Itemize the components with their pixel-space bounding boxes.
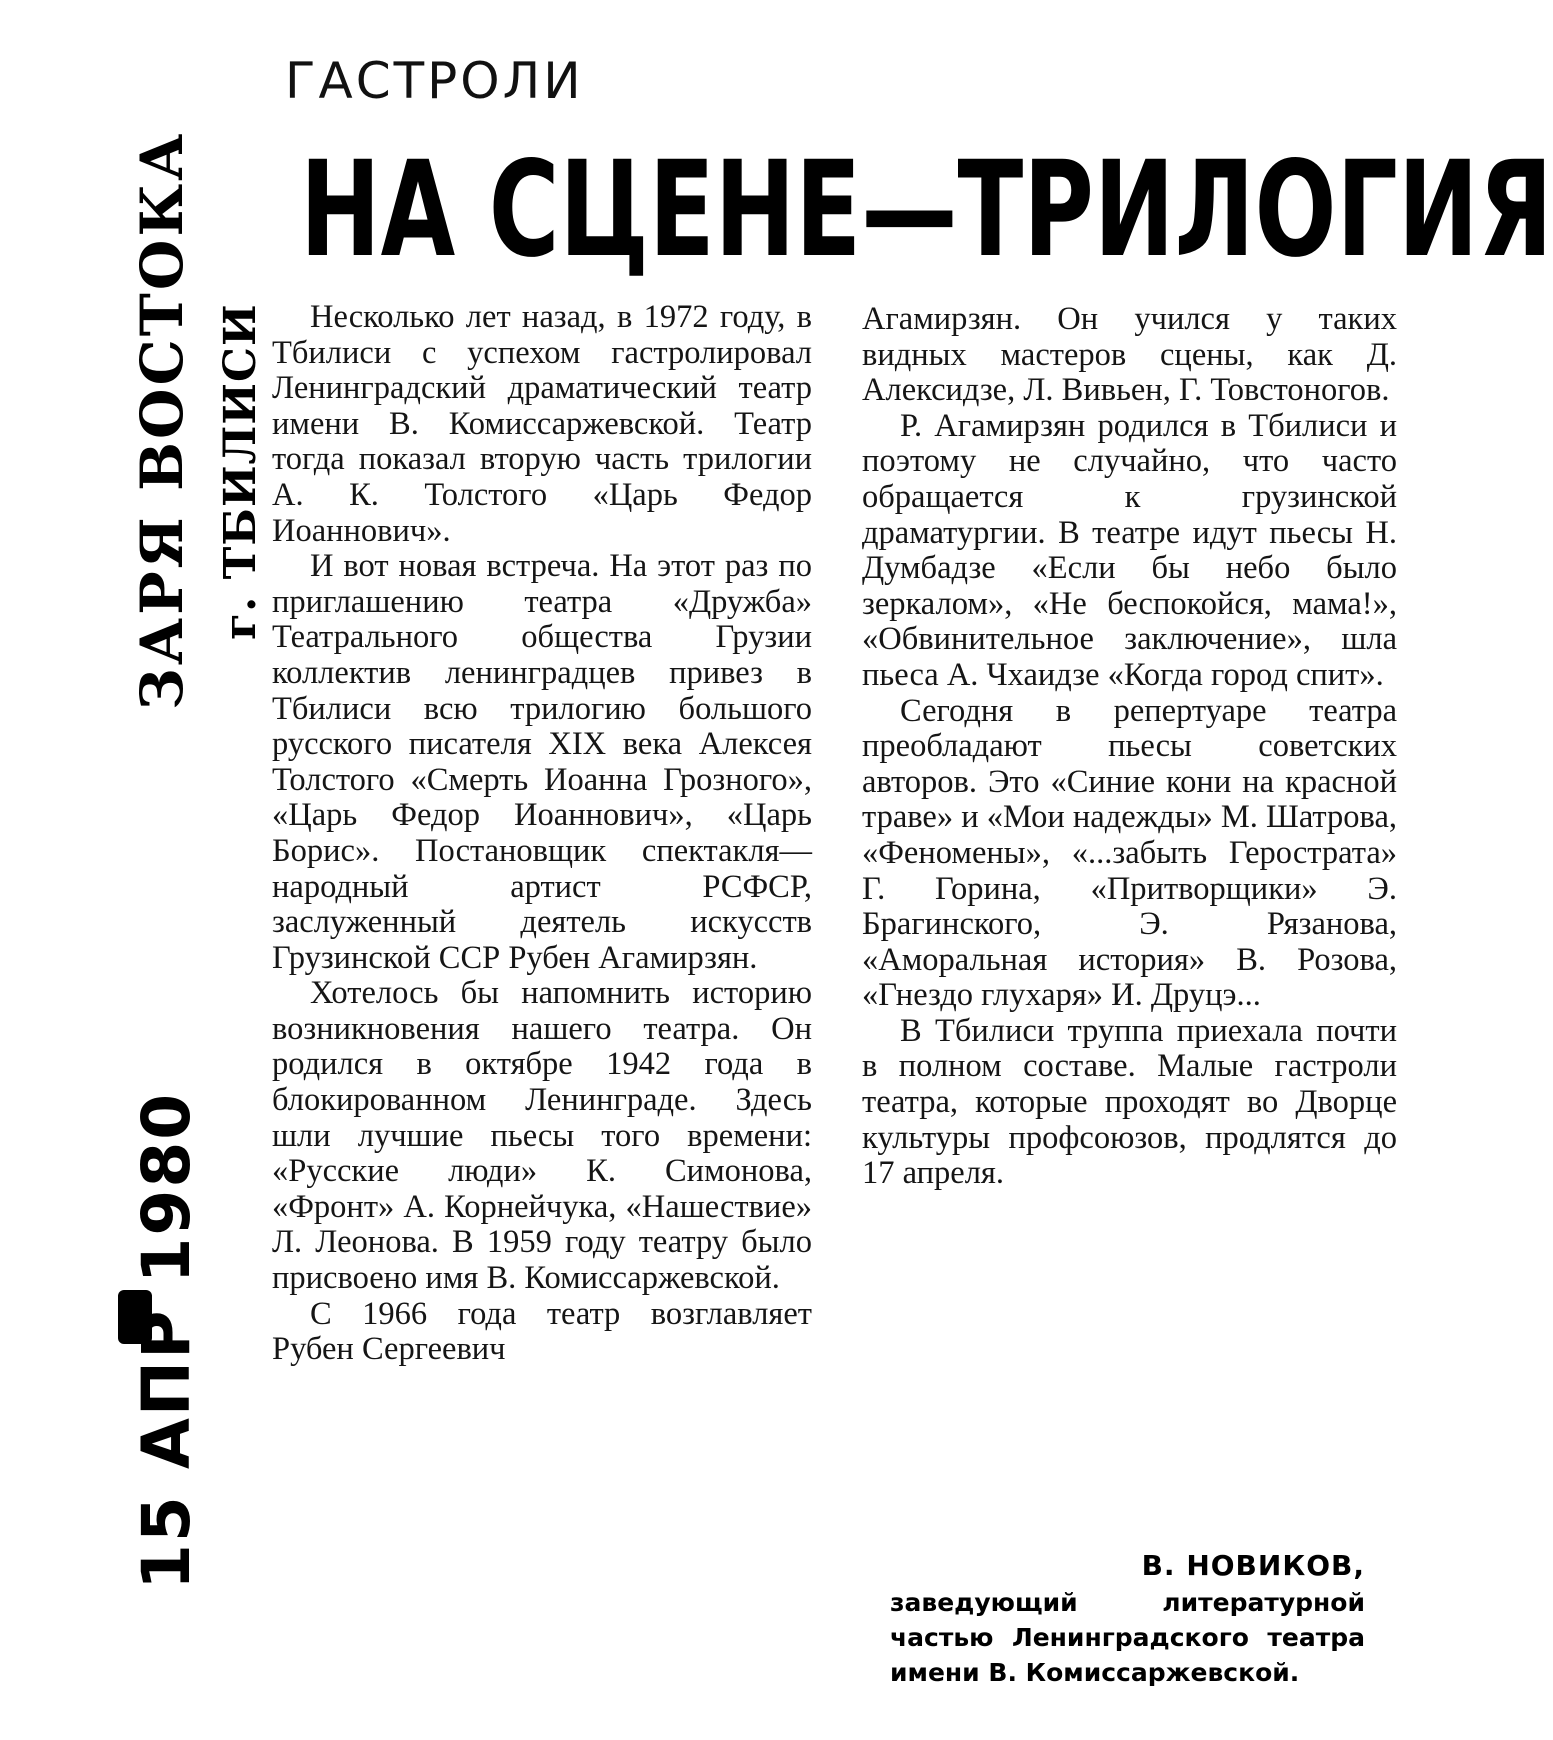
newspaper-stamp — [40, 130, 300, 1610]
section-rubric: ГАСТРОЛИ — [285, 52, 584, 110]
author-name: В. НОВИКОВ, — [1141, 1549, 1365, 1582]
article-paragraph: Агамирзян. Он учился у таких видных мастеров сцены, как Д. Алексидзе, Л. Вивьен, Г. Товстоногов. — [862, 301, 1397, 409]
article-column-left — [272, 300, 812, 1368]
author-position: заведующий литературной частью Ленинградского театра имени В. Комиссаржевской. — [890, 1588, 1365, 1687]
article-paragraph: Р. Агамирзян родился в Тбилиси и поэтому не случайно, что часто обращается к грузинской драматургии. В театре идут пьесы Н. Думбадзе «Если бы небо было зеркалом», «Не беспокойся, мама!», «Обвинительное заключение», шла пьеса А. Чхаидзе «Когда город спит». — [862, 407, 1397, 693]
author-signature — [890, 1548, 1365, 1690]
article-column-right — [862, 302, 1397, 1192]
stamp-newspaper-name: ЗАРЯ ВОСТОКА — [128, 130, 196, 710]
article-paragraph: В Тбилиси труппа приехала почти в полном составе. Малые гастроли театра, которые проходят во Дворце культуры профсоюзов, продлятся до 17 апреля. — [862, 1012, 1397, 1192]
article-paragraph: С 1966 года театр возглавляет Рубен Сергеевич — [272, 1295, 812, 1368]
article-paragraph: Хотелось бы напомнить историю возникновения нашего театра. Он родился в октябре 1942 года в блокированном Ленинграде. Здесь шли лучшие пьесы того времени: «Русские люди» К. Симонова, «Фронт» А. Корнейчука, «Нашествие» Л. Леонова. В 1959 году театру было присвоено имя В. Комиссаржевской. — [272, 975, 812, 1297]
article-paragraph: Сегодня в репертуаре театра преобладают пьесы советских авторов. Это «Синие кони на красной траве» и «Мои надежды» М. Шатрова, «Феномены», «...забыть Герострата» Г. Горина, «Притворщики» Э. Брагинского, Э. Рязанова, «Аморальная история» В. Розова, «Гнездо глухаря» И. Друцэ... — [862, 692, 1397, 1014]
article-paragraph: Несколько лет назад, в 1972 году, в Тбилиси с успехом гастролировал Ленинградский драматический театр имени В. Комиссаржевской. Театр тогда показал вторую часть трилогии А. К. Толстого «Царь Федор Иоаннович». — [272, 299, 812, 549]
article-headline: НА СЦЕНЕ—ТРИЛОГИЯ — [300, 133, 1553, 287]
article-paragraph: И вот новая встреча. На этот раз по приглашению театра «Дружба» Театрального общества Грузии коллектив ленинградцев привез в Тбилиси всю трилогию большого русского писателя XIX века Алексея Толстого «Смерть Иоанна Грозного», «Царь Федор Иоаннович», «Царь Борис». Постановщик спектакля—народный артист РСФСР, заслуженный деятель искусств Грузинской ССР Рубен Агамирзян. — [272, 548, 812, 976]
stamp-date: 15 АПР 1980 — [128, 1091, 205, 1590]
stamp-city: г. ТБИЛИСИ — [215, 303, 266, 640]
